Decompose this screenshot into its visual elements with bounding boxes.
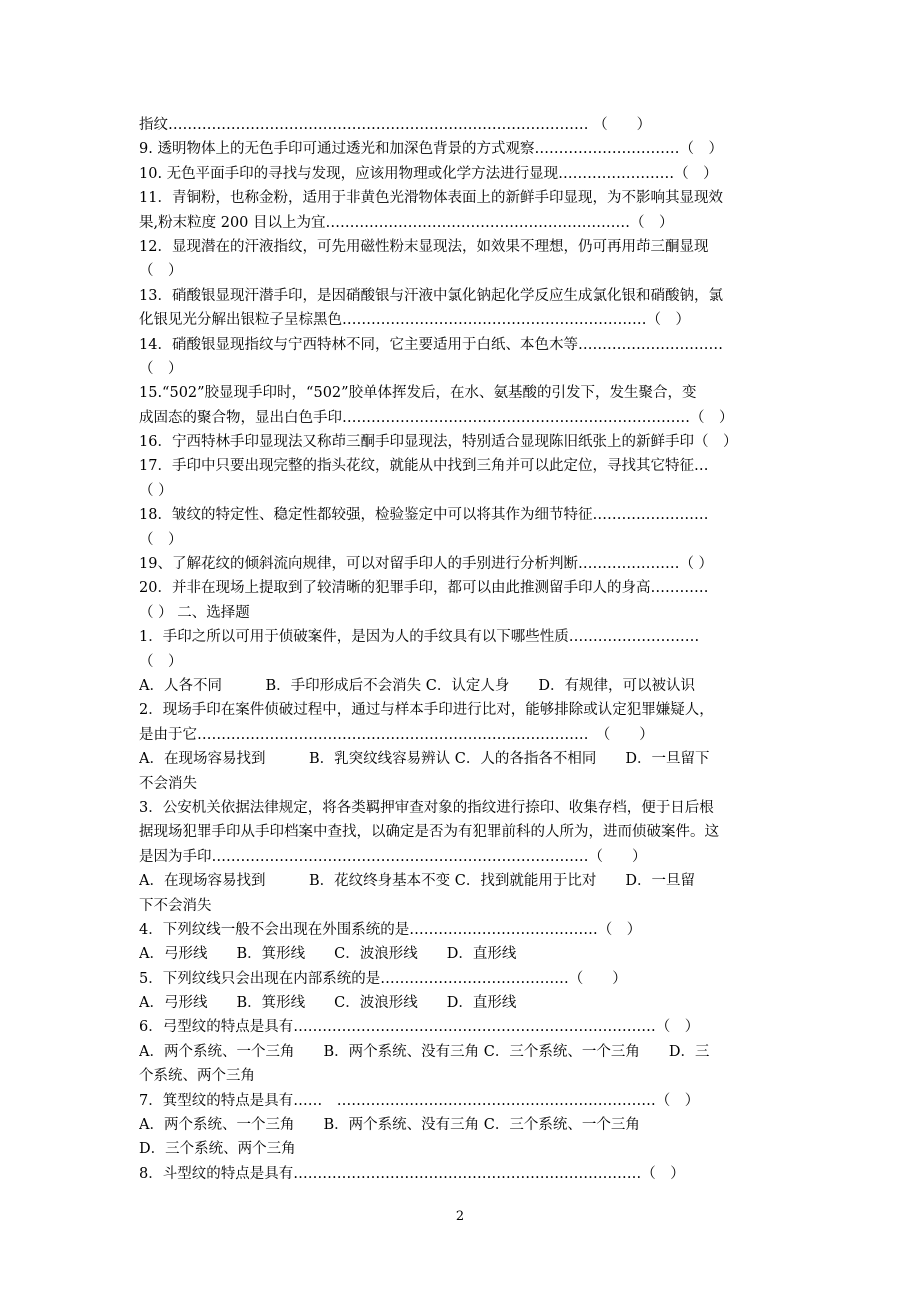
text-line: 成固态的聚合物，显出白色手印………………………………………………………………（ ） [139,409,734,426]
text-line: 果,粉末粒度 200 目以上为宜………………………………………………………（ ） [139,214,674,231]
text-line: 7．箕型纹的特点是具有…… …………………………………………………………（ ） [139,1092,700,1109]
text-line: 4．下列纹线一般不会出现在外围系统的是…………………………………（ ） [139,921,642,938]
text-line: 18．皱纹的特定性、稳定性都较强，检验鉴定中可以将其作为细节特征…………………… [139,507,709,524]
text-line: 19、了解花纹的倾斜流向规律，可以对留手印人的手别进行分析判断…………………（ ） [139,556,714,573]
text-line: A．在现场容易找到 B．花纹终身基本不变 C．找到就能用于比对 D．一旦留 [139,873,695,890]
text-line: 下不会消失 [139,897,212,914]
text-line: 据现场犯罪手印从手印档案中查找，以确定是否为有犯罪前科的人所为，进而侦破案件。这 [139,824,719,841]
text-line: A．弓形线 B．箕形线 C．波浪形线 D．直形线 [139,946,517,963]
document-body [139,113,799,1186]
text-line: （ ） [139,531,183,548]
text-line: 13．硝酸银显现汗潜手印，是因硝酸银与汗液中氯化钠起化学反应生成氯化银和硝酸钠，氯 [139,287,723,304]
text-line: 17．手印中只要出现完整的指头花纹，就能从中找到三角并可以此定位，寻找其它特征… [139,458,709,475]
text-line: 化银见光分解出银粒子呈棕黑色………………………………………………………（ ） [139,312,690,329]
text-line: 10. 无色平面手印的寻找与发现，应该用物理或化学方法进行显现……………………（ ） [139,165,718,182]
text-line: （ ） [139,482,173,499]
text-line: 是由于它……………………………………………………………………… （ ） [139,726,654,743]
text-line: A．两个系统、一个三角 B．两个系统、没有三角 C．三个系统、一个三角 D．三 [139,1043,710,1060]
text-line: 14．硝酸银显现指纹与宁西特林不同，它主要适用于白纸、本色木等………………………… [139,336,723,353]
text-line: 16．宁西特林手印显现法又称茚三酮手印显现法，特别适合显现陈旧纸张上的新鲜手印（ ） [139,434,738,451]
text-line: （ ） [139,653,183,670]
text-line: 个系统、两个三角 [139,1068,255,1085]
text-line: D．三个系统、两个三角 [139,1141,296,1158]
text-line: 2．现场手印在案件侦破过程中，通过与样本手印进行比对，能够排除或认定犯罪嫌疑人， [139,702,714,719]
text-line: （ ） 二、选择题 [139,604,250,621]
text-line: 12．显现潜在的汗液指纹，可先用磁性粉末显现法，如效果不理想，仍可再用茚三酮显现 [139,238,709,255]
text-line: （ ） [139,360,183,377]
text-line: 20．并非在现场上提取到了较清晰的犯罪手印，都可以由此推测留手印人的身高………… [139,580,709,597]
text-line: 3．公安机关依据法律规定，将各类羁押审查对象的指纹进行捺印、收集存档，便于日后根 [139,799,714,816]
text-line: 5．下列纹线只会出现在内部系统的是…………………………………（ ） [139,970,627,987]
page-number: 2 [455,1209,465,1224]
text-line: 不会消失 [139,775,197,792]
text-line: 11．青铜粉，也称金粉，适用于非黄色光滑物体表面上的新鲜手印显现，为不影响其显现效 [139,190,723,207]
text-line: 8．斗型纹的特点是具有………………………………………………………………（ ） [139,1165,685,1182]
text-line: 是因为手印……………………………………………………………………（ ） [139,848,647,865]
text-line: 指纹…………………………………………………………………………… （ ） [139,117,652,133]
text-line: A．弓形线 B．箕形线 C．波浪形线 D．直形线 [139,995,517,1012]
text-line: A．人各不同 B．手印形成后不会消失 C．认定人身 D．有规律，可以被认识 [139,677,695,694]
text-line: A．两个系统、一个三角 B．两个系统、没有三角 C．三个系统、一个三角 [139,1117,640,1134]
text-line: 15.“502”胶显现手印时，“502”胶单体挥发后，在水、氨基酸的引发下，发生聚合，变 [139,385,697,402]
text-line: A．在现场容易找到 B．乳突纹线容易辨认 C．人的各指各不相同 D．一旦留下 [139,751,710,768]
text-line: （ ） [139,263,183,280]
text-line: 1．手印之所以可用于侦破案件，是因为人的手纹具有以下哪些性质……………………… [139,629,700,646]
text-line: 6．弓型纹的特点是具有…………………………………………………………………（ ） [139,1019,700,1036]
text-line: 9. 透明物体上的无色手印可通过透光和加深色背景的方式观察…………………………（ ） [139,141,723,158]
